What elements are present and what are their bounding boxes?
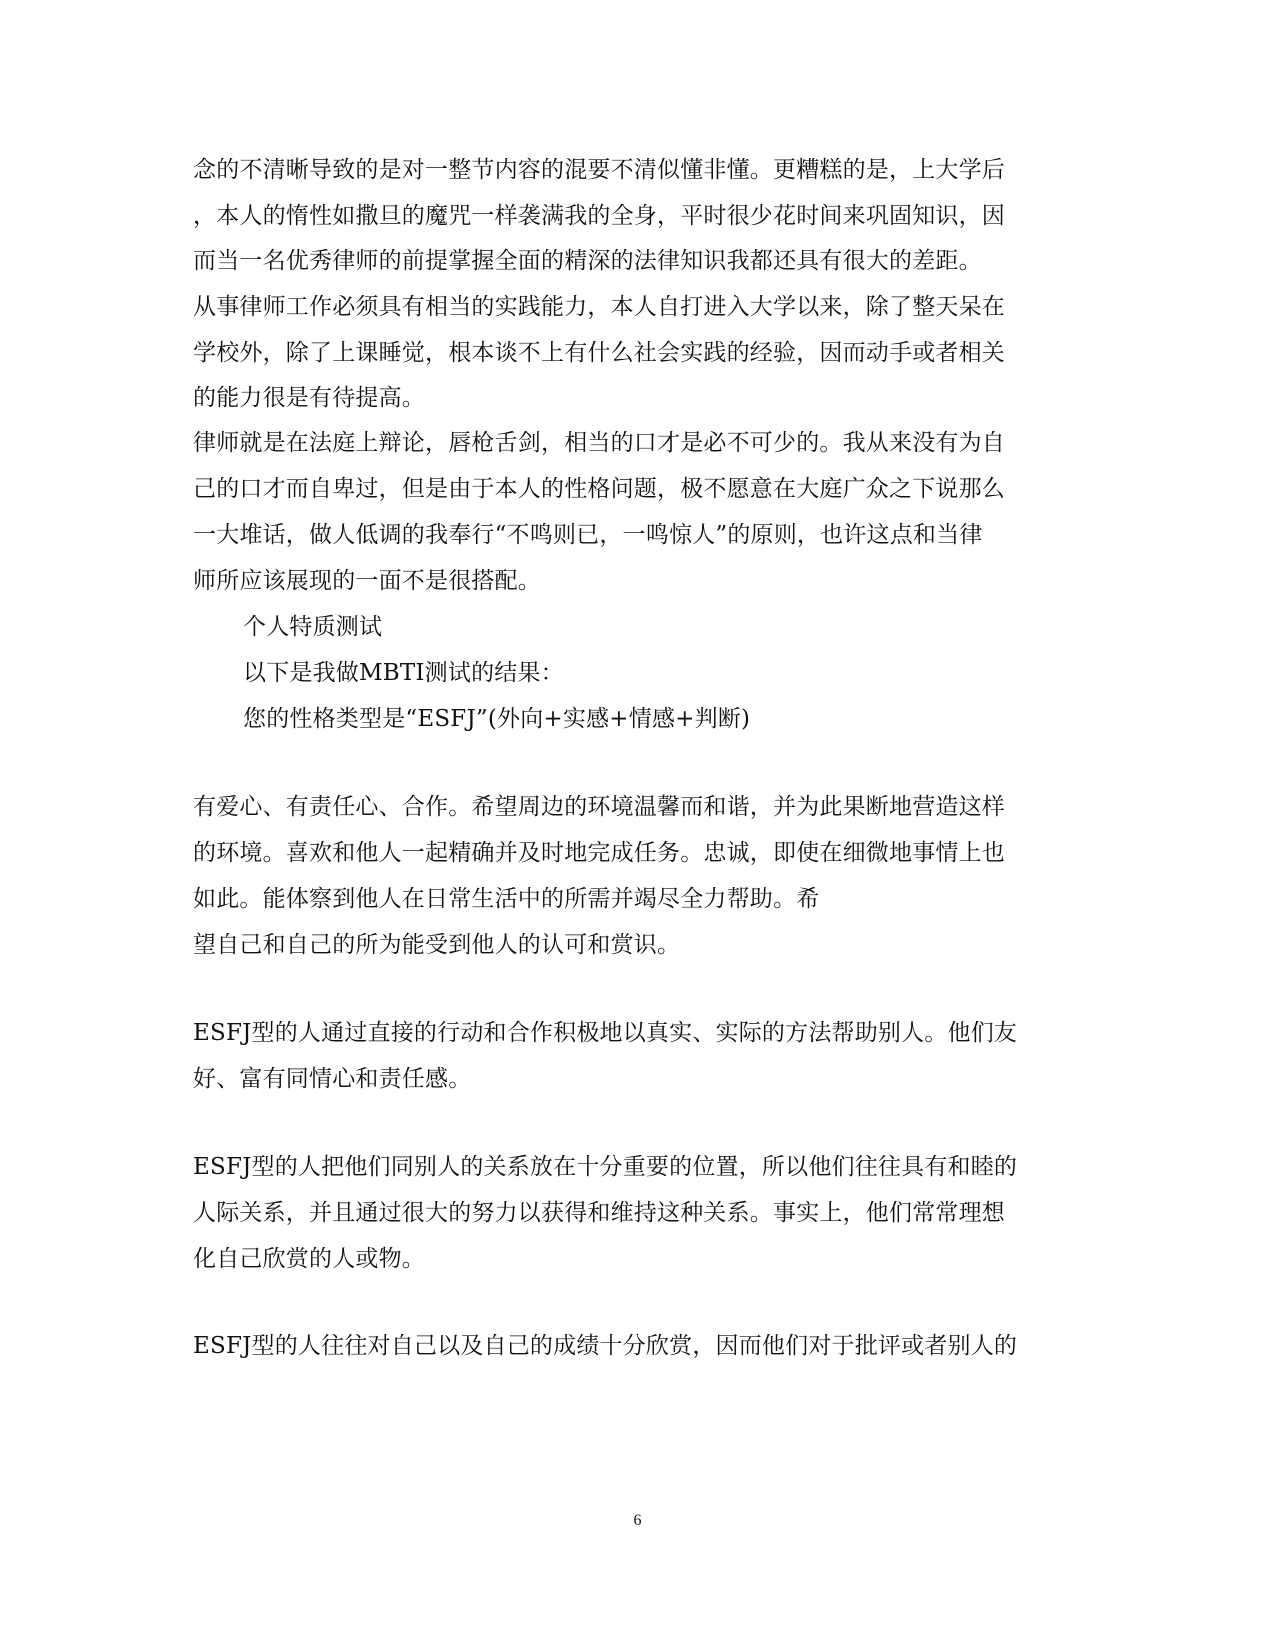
text-line: 律师就是在法庭上辩论，唇枪舌剑，相当的口才是必不可少的。我从来没有为自 — [193, 430, 1005, 456]
text-line: 的环境。喜欢和他人一起精确并及时地完成任务。忠诚，即使在细微地事情上也 — [193, 840, 1005, 866]
text-line: ESFJ型的人往往对自己以及自己的成绩十分欣赏，因而他们对于批评或者别人的 — [193, 1333, 1018, 1359]
text-line: ESFJ型的人通过直接的行动和合作积极地以真实、实际的方法帮助别人。他们友 — [193, 1020, 1018, 1046]
text-line: 如此。能体察到他人在日常生活中的所需并竭尽全力帮助。希 — [193, 886, 820, 912]
text-line: 以下是我做MBTI测试的结果： — [243, 660, 564, 686]
text-line: 望自己和自己的所为能受到他人的认可和赏识。 — [193, 932, 681, 958]
text-line: 好、富有同情心和责任感。 — [193, 1066, 472, 1092]
text-line: 化自己欣赏的人或物。 — [193, 1246, 425, 1272]
text-line: ，本人的惰性如撒旦的魔咒一样袭满我的全身，平时很少花时间来巩固知识，因 — [193, 203, 1005, 229]
page-number: 6 — [633, 1512, 642, 1529]
text-line: 而当一名优秀律师的前提掌握全面的精深的法律知识我都还具有很大的差距。 — [193, 248, 982, 274]
text-line: 有爱心、有责任心、合作。希望周边的环境温馨而和谐，并为此果断地营造这样 — [193, 794, 1005, 820]
text-line: 的能力很是有待提高。 — [193, 385, 425, 411]
section-heading: 个人特质测试 — [243, 614, 383, 640]
text-line: 学校外，除了上课睡觉，根本谈不上有什么社会实践的经验，因而动手或者相关 — [193, 340, 1005, 366]
text-line: 一大堆话，做人低调的我奉行“不鸣则已，一鸣惊人”的原则，也许这点和当律 — [193, 522, 983, 548]
text-line: 从事律师工作必须具有相当的实践能力，本人自打进入大学以来，除了整天呆在 — [193, 294, 1005, 320]
text-line: 念的不清晰导致的是对一整节内容的混要不清似懂非懂。更糟糕的是，上大学后 — [193, 157, 1005, 183]
text-line: 人际关系，并且通过很大的努力以获得和维持这种关系。事实上，他们常常理想 — [193, 1200, 1005, 1226]
text-line: 己的口才而自卑过，但是由于本人的性格问题，极不愿意在大庭广众之下说那么 — [193, 476, 1005, 502]
text-line: 您的性格类型是“ESFJ”(外向+实感+情感+判断) — [243, 706, 751, 732]
text-line: 师所应该展现的一面不是很搭配。 — [193, 568, 541, 594]
text-line: ESFJ型的人把他们同别人的关系放在十分重要的位置，所以他们往往具有和睦的 — [193, 1154, 1018, 1180]
